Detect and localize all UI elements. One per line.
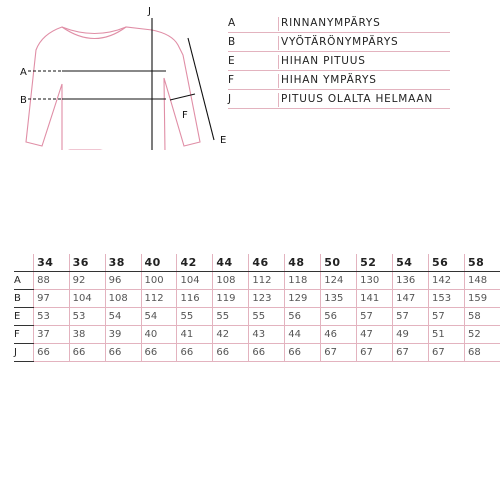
size-value-cell: 66 — [177, 344, 213, 362]
legend-code: J — [228, 93, 232, 105]
size-value-cell: 67 — [393, 344, 429, 362]
size-value-cell: 108 — [105, 290, 141, 308]
legend-text: HIHAN YMPÄRYS — [278, 74, 377, 88]
size-table — [14, 254, 500, 362]
size-value-cell: 49 — [393, 326, 429, 344]
size-value-cell: 53 — [34, 308, 70, 326]
size-header-corner — [14, 254, 34, 272]
size-value-cell: 116 — [177, 290, 213, 308]
size-value-cell: 67 — [357, 344, 393, 362]
size-value-cell: 38 — [69, 326, 105, 344]
size-value-cell: 52 — [464, 326, 500, 344]
size-value-cell: 104 — [177, 272, 213, 290]
size-value-cell: 147 — [393, 290, 429, 308]
size-value-cell: 66 — [141, 344, 177, 362]
size-value-cell: 67 — [321, 344, 357, 362]
legend-code: F — [228, 74, 235, 86]
size-value-cell: 55 — [177, 308, 213, 326]
legend-code: A — [228, 17, 236, 29]
size-header-cell: 58 — [464, 254, 500, 272]
size-value-cell: 66 — [249, 344, 285, 362]
sketch-label-e: E — [220, 135, 227, 146]
size-value-cell: 41 — [177, 326, 213, 344]
size-value-cell: 141 — [357, 290, 393, 308]
sketch-label-a: A — [20, 67, 27, 78]
size-value-cell: 92 — [69, 272, 105, 290]
size-value-cell: 123 — [249, 290, 285, 308]
size-value-cell: 68 — [464, 344, 500, 362]
size-value-cell: 96 — [105, 272, 141, 290]
size-value-cell: 66 — [105, 344, 141, 362]
size-value-cell: 44 — [285, 326, 321, 344]
size-value-cell: 43 — [249, 326, 285, 344]
size-value-cell: 51 — [429, 326, 465, 344]
size-value-cell: 104 — [69, 290, 105, 308]
sketch-label-f: F — [182, 110, 188, 121]
size-value-cell: 112 — [249, 272, 285, 290]
size-header-cell: 48 — [285, 254, 321, 272]
size-table-body — [14, 272, 500, 362]
legend-text: VYÖTÄRÖNYMPÄRYS — [278, 36, 399, 50]
size-header-cell: 42 — [177, 254, 213, 272]
legend-text: RINNANYMPÄRYS — [278, 17, 381, 31]
size-header-cell: 46 — [249, 254, 285, 272]
size-value-cell: 130 — [357, 272, 393, 290]
size-value-cell: 58 — [464, 308, 500, 326]
size-row-f — [14, 326, 500, 344]
size-value-cell: 54 — [105, 308, 141, 326]
size-value-cell: 54 — [141, 308, 177, 326]
size-value-cell: 57 — [429, 308, 465, 326]
legend-code: B — [228, 36, 236, 48]
legend-text: HIHAN PITUUS — [278, 55, 366, 69]
sketch-label-j: J — [148, 6, 151, 17]
size-value-cell: 47 — [357, 326, 393, 344]
size-value-cell: 100 — [141, 272, 177, 290]
size-value-cell: 66 — [69, 344, 105, 362]
legend-row — [228, 71, 450, 90]
size-value-cell: 66 — [213, 344, 249, 362]
size-value-cell: 118 — [285, 272, 321, 290]
size-value-cell: 66 — [285, 344, 321, 362]
legend-row — [228, 52, 450, 71]
size-value-cell: 39 — [105, 326, 141, 344]
legend-code: E — [228, 55, 236, 67]
measure-e-line — [188, 38, 214, 140]
size-value-cell: 56 — [321, 308, 357, 326]
size-header-cell: 52 — [357, 254, 393, 272]
size-value-cell: 57 — [393, 308, 429, 326]
legend-row — [228, 14, 450, 33]
legend-row — [228, 90, 450, 109]
size-value-cell: 119 — [213, 290, 249, 308]
size-header-cell: 36 — [69, 254, 105, 272]
size-value-cell: 67 — [429, 344, 465, 362]
size-row-e — [14, 308, 500, 326]
size-header-cell: 38 — [105, 254, 141, 272]
size-row-code: A — [14, 272, 34, 290]
size-value-cell: 159 — [464, 290, 500, 308]
sketch-label-b: B — [20, 95, 27, 106]
size-value-cell: 129 — [285, 290, 321, 308]
size-value-cell: 57 — [357, 308, 393, 326]
size-value-cell: 148 — [464, 272, 500, 290]
size-value-cell: 108 — [213, 272, 249, 290]
size-value-cell: 66 — [34, 344, 70, 362]
size-header-cell: 40 — [141, 254, 177, 272]
size-value-cell: 40 — [141, 326, 177, 344]
size-value-cell: 56 — [285, 308, 321, 326]
size-row-a — [14, 272, 500, 290]
size-row-j — [14, 344, 500, 362]
size-value-cell: 53 — [69, 308, 105, 326]
size-value-cell: 112 — [141, 290, 177, 308]
size-row-code: B — [14, 290, 34, 308]
size-header-cell: 44 — [213, 254, 249, 272]
size-value-cell: 97 — [34, 290, 70, 308]
size-row-b — [14, 290, 500, 308]
measurement-legend — [228, 14, 450, 109]
size-value-cell: 135 — [321, 290, 357, 308]
size-header-cell: 54 — [393, 254, 429, 272]
legend-row — [228, 33, 450, 52]
size-row-code: E — [14, 308, 34, 326]
sweater-outline — [26, 27, 200, 150]
legend-text: PITUUS OLALTA HELMAAN — [278, 93, 433, 107]
size-value-cell: 55 — [213, 308, 249, 326]
size-header-cell: 34 — [34, 254, 70, 272]
size-row-code: J — [14, 344, 34, 362]
size-value-cell: 55 — [249, 308, 285, 326]
size-row-code: F — [14, 326, 34, 344]
size-value-cell: 136 — [393, 272, 429, 290]
size-value-cell: 46 — [321, 326, 357, 344]
size-value-cell: 42 — [213, 326, 249, 344]
size-value-cell: 124 — [321, 272, 357, 290]
size-value-cell: 142 — [429, 272, 465, 290]
size-value-cell: 37 — [34, 326, 70, 344]
size-header-row — [14, 254, 500, 272]
size-header-cell: 56 — [429, 254, 465, 272]
measure-lines — [28, 18, 214, 150]
size-value-cell: 88 — [34, 272, 70, 290]
size-header-cell: 50 — [321, 254, 357, 272]
size-value-cell: 153 — [429, 290, 465, 308]
garment-sketch — [0, 0, 240, 150]
